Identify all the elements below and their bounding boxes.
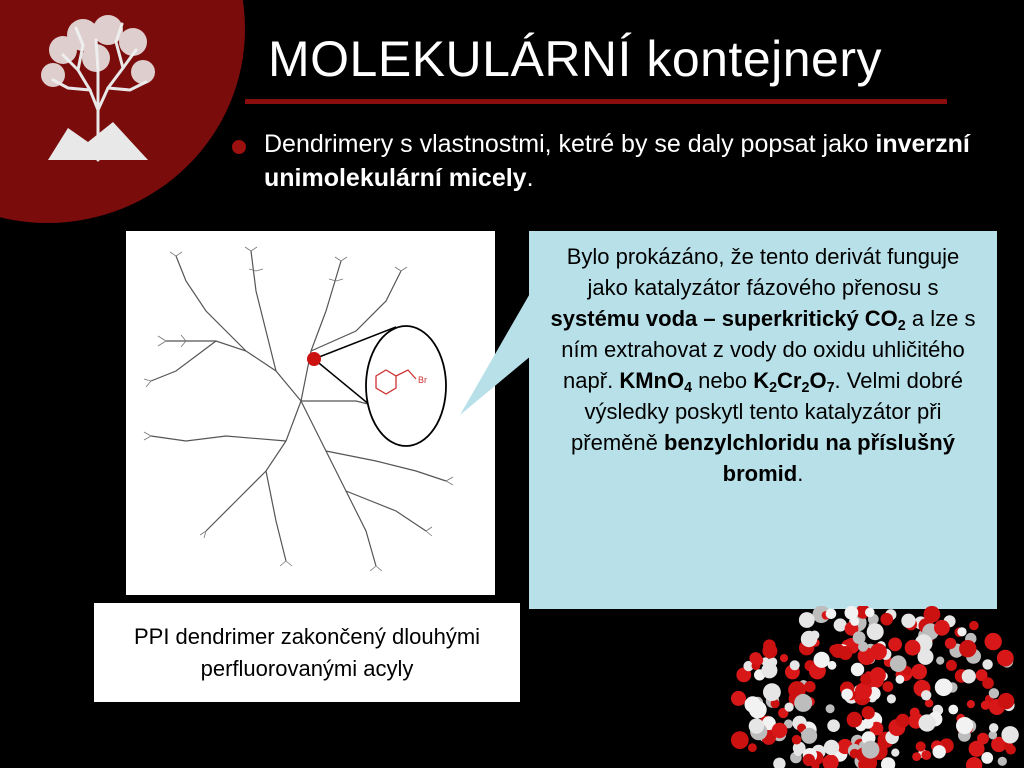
bullet-bold-term: inverzní unimolekulární micely xyxy=(264,130,970,192)
atom-sphere xyxy=(731,731,749,749)
atom-sphere xyxy=(998,693,1014,709)
atom-sphere xyxy=(912,752,921,761)
atom-sphere xyxy=(946,660,957,671)
atom-sphere xyxy=(880,613,893,626)
atom-sphere xyxy=(772,723,788,739)
atom-sphere xyxy=(731,691,746,706)
atom-sphere xyxy=(887,694,896,703)
atom-sphere xyxy=(888,638,902,652)
atom-sphere xyxy=(962,669,976,683)
atom-sphere xyxy=(905,640,921,656)
atom-sphere xyxy=(862,706,875,719)
atom-sphere xyxy=(1006,744,1016,754)
bullet-icon xyxy=(232,140,246,154)
atom-sphere xyxy=(911,664,927,680)
atom-sphere xyxy=(891,749,899,757)
atom-sphere xyxy=(790,660,800,670)
dendrimer-structure-drawing xyxy=(126,231,495,595)
atom-sphere xyxy=(997,650,1014,667)
atom-sphere xyxy=(982,659,992,669)
title-underline xyxy=(245,99,947,104)
atom-sphere xyxy=(967,700,975,708)
atom-sphere xyxy=(989,688,999,698)
atom-sphere xyxy=(792,735,802,745)
atom-sphere xyxy=(785,703,794,712)
atom-sphere xyxy=(847,712,863,728)
atom-sphere xyxy=(901,614,915,628)
atom-sphere xyxy=(1001,726,1018,743)
atom-sphere xyxy=(981,752,993,764)
atom-sphere xyxy=(924,606,941,623)
atom-sphere xyxy=(749,701,767,719)
atom-sphere xyxy=(989,723,998,732)
atom-sphere xyxy=(935,679,953,697)
atom-sphere xyxy=(748,743,757,752)
atom-sphere xyxy=(969,621,978,630)
atom-sphere xyxy=(890,655,907,672)
atom-sphere xyxy=(845,606,859,620)
atom-sphere xyxy=(841,689,853,701)
bullet-text: Dendrimery s vlastnostmi, ketré by se daly popsat jako inverzní unimolekulární micely. xyxy=(264,130,970,192)
atom-sphere xyxy=(896,675,905,684)
atom-sphere xyxy=(948,705,958,715)
atom-sphere xyxy=(780,654,788,662)
atom-sphere xyxy=(799,612,815,628)
atom-sphere xyxy=(858,642,868,652)
atom-sphere xyxy=(936,657,944,665)
atom-sphere xyxy=(863,718,874,729)
atom-sphere xyxy=(862,741,880,759)
atom-sphere xyxy=(969,741,985,757)
atom-sphere xyxy=(826,609,837,620)
tree-logo-icon xyxy=(38,10,158,168)
atom-sphere xyxy=(896,714,910,728)
atom-sphere xyxy=(803,754,815,766)
atom-sphere xyxy=(831,644,845,658)
molecular-model-image xyxy=(720,606,1024,768)
atom-sphere xyxy=(773,758,785,768)
atom-sphere xyxy=(867,623,884,640)
atom-sphere xyxy=(985,633,1002,650)
atom-sphere xyxy=(851,663,864,676)
atom-sphere xyxy=(801,728,817,744)
atom-sphere xyxy=(883,681,894,692)
atom-sphere xyxy=(981,701,990,710)
atom-sphere xyxy=(865,608,875,618)
atom-sphere xyxy=(933,745,946,758)
slide-title: MOLEKULÁRNÍ kontejnery xyxy=(268,31,883,87)
atom-sphere xyxy=(801,631,817,647)
atom-sphere xyxy=(749,718,764,733)
atom-sphere xyxy=(752,655,763,666)
atom-sphere xyxy=(826,704,835,713)
atom-sphere xyxy=(919,714,936,731)
atom-sphere xyxy=(814,652,830,668)
dendrimer-structure-figure xyxy=(126,231,495,595)
atom-sphere xyxy=(794,747,803,756)
figure-caption: PPI dendrimer zakončený dlouhými perfluorovanými acyly xyxy=(94,603,520,702)
atom-sphere xyxy=(763,683,781,701)
atom-sphere xyxy=(921,750,931,760)
bromine-label: Br xyxy=(418,375,427,385)
atom-sphere xyxy=(921,690,931,700)
atom-sphere xyxy=(870,643,887,660)
highlighted-atom-icon xyxy=(307,352,321,366)
callout-box: Bylo prokázáno, že tento derivát funguje jako katalyzátor fázového přenosu s systému voda – superkritický $CO_2$ a lze s ním extrahovat z vody do oxidu uhličitého např. KMnO$_4$ nebo $K_2Cr_2O_7$. Velmi dobré výsledky poskytl tento katalyzátor při přeměně benzylchloridu na příslušný bromid. xyxy=(529,231,997,609)
atom-sphere xyxy=(966,757,982,768)
atom-sphere xyxy=(934,620,950,636)
atom-sphere xyxy=(804,681,815,692)
atom-sphere xyxy=(998,757,1007,766)
atom-sphere xyxy=(982,677,994,689)
atom-sphere xyxy=(916,741,926,751)
atom-sphere xyxy=(870,667,886,683)
atom-sphere xyxy=(762,644,777,659)
atom-sphere xyxy=(761,662,777,678)
atom-sphere xyxy=(957,627,966,636)
atom-sphere xyxy=(827,719,840,732)
atom-sphere xyxy=(959,640,976,657)
atom-sphere xyxy=(794,694,812,712)
atom-sphere xyxy=(956,717,973,734)
atom-sphere xyxy=(945,638,956,649)
atom-sphere xyxy=(824,740,839,755)
